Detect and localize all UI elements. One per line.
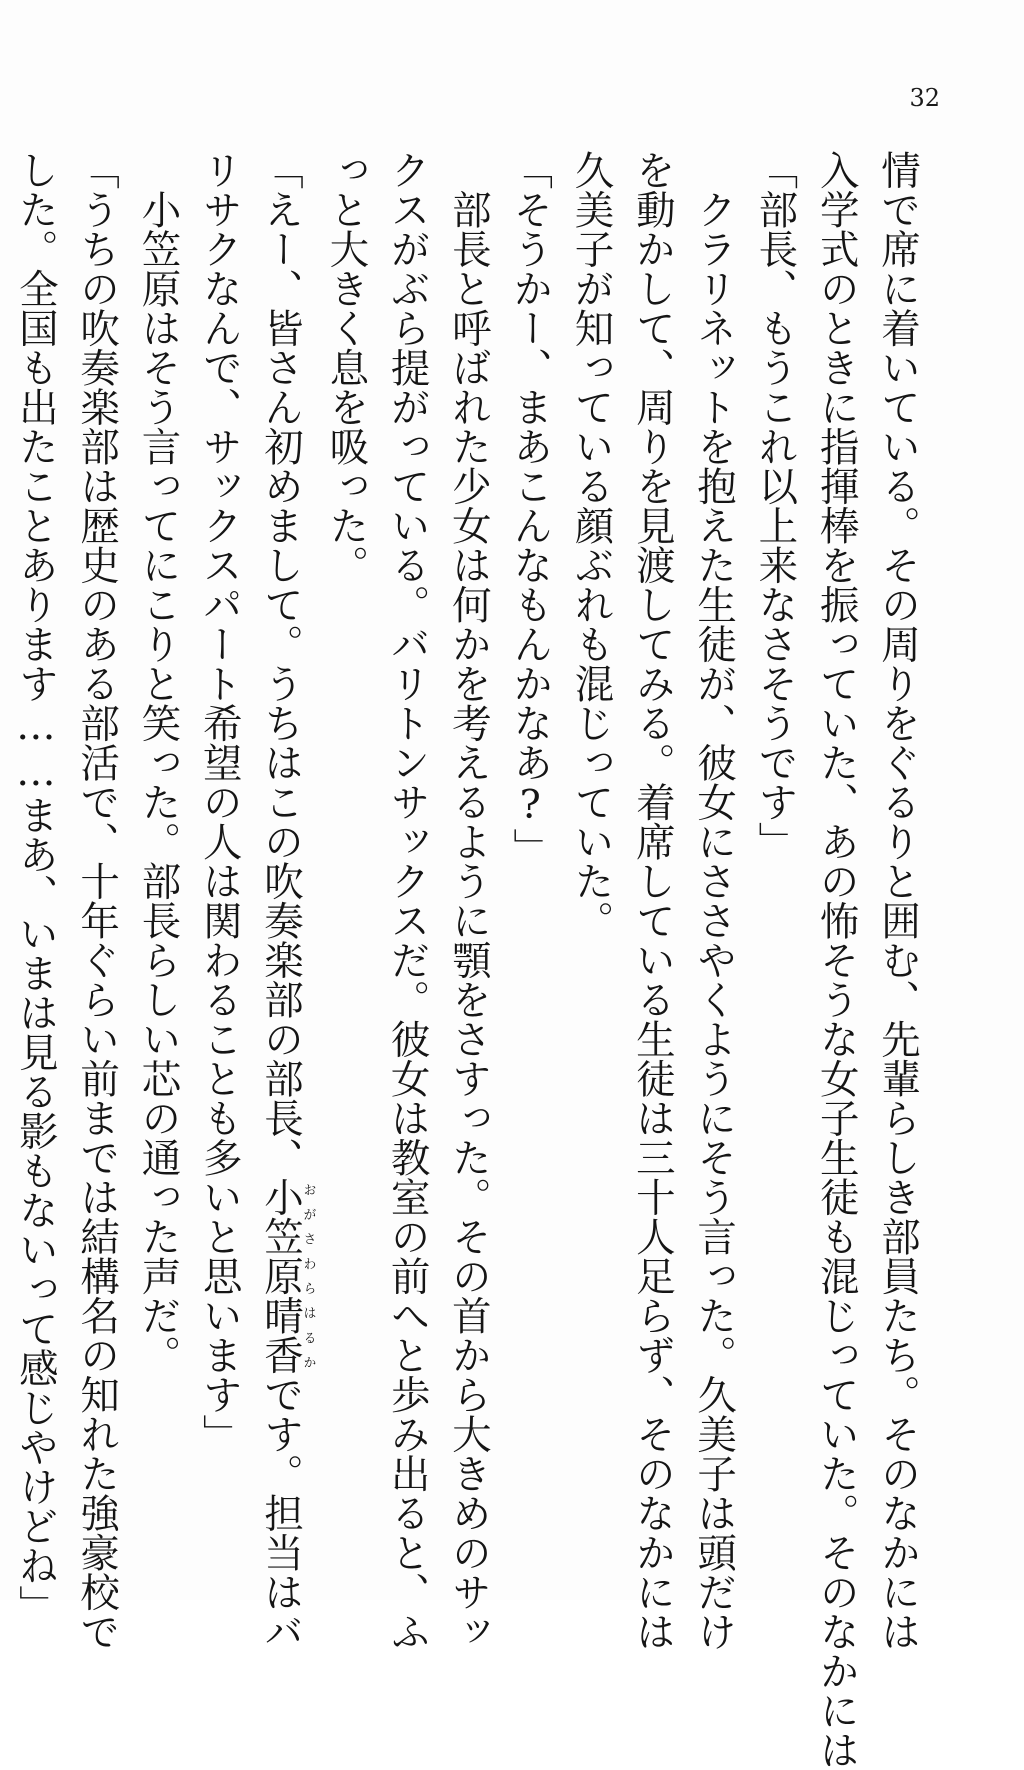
ruby-name: 小笠原晴香おがさわらはるか	[258, 1177, 316, 1375]
text-line: 久美子が知っている顔ぶれも混じっていた。	[568, 150, 615, 940]
text-line: 「そうかー、まあこんなもんかなあ?」	[507, 150, 554, 868]
page-number: 32	[909, 84, 940, 112]
text-line: リサクなんで、サックスパート希望の人は関わることも多いと思います」	[196, 150, 243, 1454]
text-line: 「うちの吹奏楽部は歴史のある部活で、十年ぐらい前までは結構名の知れた強豪校で	[74, 150, 121, 1651]
text-line: した。全国も出たことあります……まあ、いまは見る影もないって感じやけどね」	[12, 150, 59, 1625]
text-line: 「部長、もうこれ以上来なさそうです」	[752, 150, 799, 861]
text-line: 入学式のときに指揮棒を振っていた、あの怖そうな女子生徒も混じっていた。そのなかには	[813, 150, 860, 1770]
text-line: 小笠原はそう言ってにこりと笑った。部長らしい芯の通った声だ。	[135, 189, 182, 1375]
text-line: 情で席に着いている。その周りをぐるりと囲む、先輩らしき部員たち。そのなかには	[875, 150, 921, 1651]
text-line: クラリネットを抱えた生徒が、彼女にささやくようにそう言った。久美子は頭だけ	[691, 189, 738, 1651]
text-line: っと大きく息を吸った。	[323, 150, 370, 585]
text-line: クスがぶら提がっている。バリトンサックスだ。彼女は教室の前へと歩み出ると、ふ	[384, 150, 431, 1651]
text-line: 部長と呼ばれた少女は何かを考えるように顎をさすった。その首から大きめのサッ	[445, 189, 492, 1651]
text-line-with-ruby: 「えー、皆さん初めまして。うちはこの吹奏楽部の部長、小笠原晴香おがさわらはるかです。担当はバ	[258, 150, 316, 1651]
text-line: を動かして、周りを見渡してみる。着席している生徒は三十人足らず、そのなかには	[629, 150, 676, 1651]
vertical-text-body	[12, 150, 928, 1770]
text-line	[0, 150, 5, 1540]
